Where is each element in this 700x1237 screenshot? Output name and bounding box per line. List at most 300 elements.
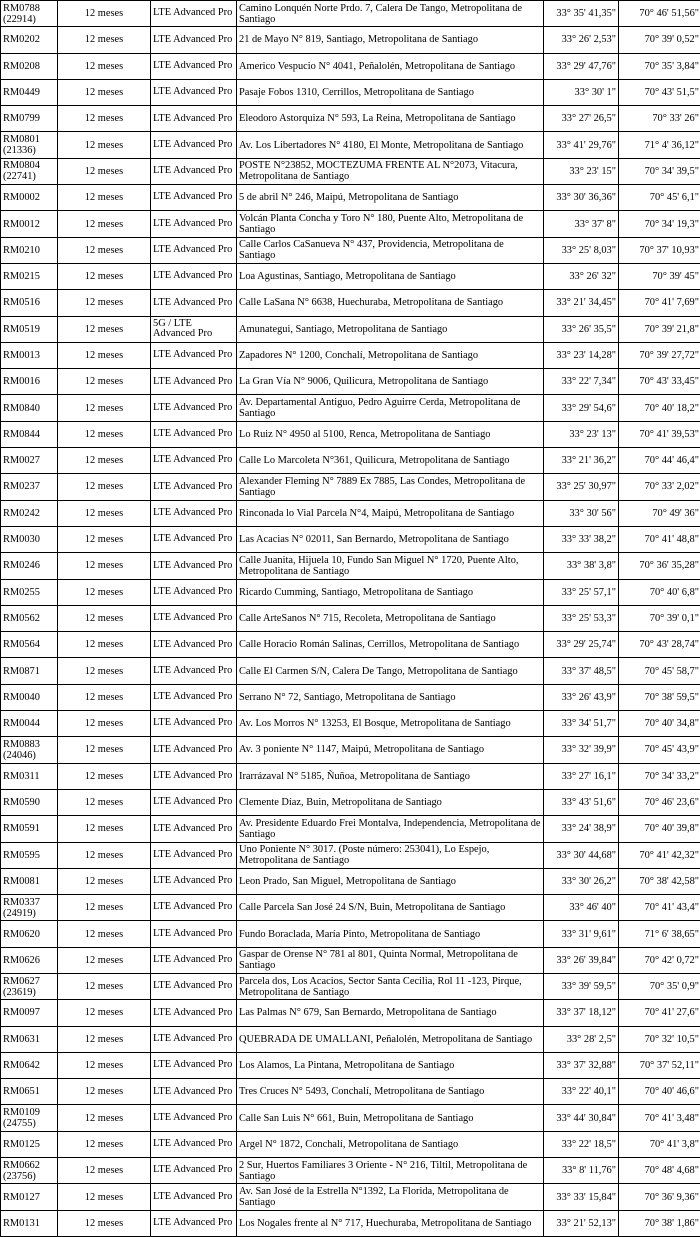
technology-cell: LTE Advanced Pro: [151, 1, 237, 27]
term-cell: 12 meses: [58, 1079, 151, 1105]
technology-cell: LTE Advanced Pro: [151, 395, 237, 421]
term-cell: 12 meses: [58, 316, 151, 342]
table-row: [1, 789, 700, 815]
address-cell: Tres Cruces N° 5493, Conchalí, Metropolitana de Santiago: [237, 1079, 544, 1105]
table-row: [1, 1158, 700, 1184]
table-row: [1, 132, 700, 158]
site-id-cell: RM0662 (23756): [1, 1158, 58, 1184]
term-cell: 12 meses: [58, 605, 151, 631]
latitude-cell: 33° 43' 51,6": [544, 789, 619, 815]
longitude-cell: 70° 41' 48,8": [619, 526, 700, 552]
term-cell: 12 meses: [58, 158, 151, 184]
term-cell: 12 meses: [58, 1026, 151, 1052]
site-id-cell: RM0590: [1, 789, 58, 815]
latitude-cell: 33° 23' 15": [544, 158, 619, 184]
technology-cell: LTE Advanced Pro: [151, 290, 237, 316]
table-row: [1, 553, 700, 579]
latitude-cell: 33° 30' 1": [544, 79, 619, 105]
latitude-cell: 33° 37' 18,12": [544, 1000, 619, 1026]
technology-cell: LTE Advanced Pro: [151, 1210, 237, 1236]
table-row: [1, 79, 700, 105]
address-cell: Calle ArteSanos N° 715, Recoleta, Metropolitana de Santiago: [237, 605, 544, 631]
technology-cell: LTE Advanced Pro: [151, 816, 237, 842]
term-cell: 12 meses: [58, 448, 151, 474]
technology-cell: LTE Advanced Pro: [151, 947, 237, 973]
latitude-cell: 33° 23' 13": [544, 421, 619, 447]
table-row: [1, 263, 700, 289]
site-id-cell: RM0804 (22741): [1, 158, 58, 184]
address-cell: Los Nogales frente al N° 717, Huechuraba, Metropolitana de Santiago: [237, 1210, 544, 1236]
longitude-cell: 70° 43' 33,45": [619, 369, 700, 395]
longitude-cell: 71° 6' 38,65": [619, 921, 700, 947]
latitude-cell: 33° 33' 38,2": [544, 526, 619, 552]
site-id-cell: RM0799: [1, 106, 58, 132]
technology-cell: LTE Advanced Pro: [151, 448, 237, 474]
term-cell: 12 meses: [58, 711, 151, 737]
longitude-cell: 70° 40' 46,6": [619, 1079, 700, 1105]
technology-cell: LTE Advanced Pro: [151, 237, 237, 263]
address-cell: 2 Sur, Huertos Familiares 3 Oriente - N° 216, Tiltil, Metropolitana de Santiago: [237, 1158, 544, 1184]
longitude-cell: 70° 32' 10,5": [619, 1026, 700, 1052]
term-cell: 12 meses: [58, 53, 151, 79]
longitude-cell: 70° 41' 3,48": [619, 1105, 700, 1131]
site-id-cell: RM0081: [1, 868, 58, 894]
longitude-cell: 70° 38' 42,58": [619, 868, 700, 894]
latitude-cell: 33° 23' 14,28": [544, 342, 619, 368]
address-cell: Gaspar de Orense N° 781 al 801, Quinta Normal, Metropolitana de Santiago: [237, 947, 544, 973]
latitude-cell: 33° 25' 8,03": [544, 237, 619, 263]
table-row: [1, 290, 700, 316]
longitude-cell: 70° 41' 3,8": [619, 1131, 700, 1157]
longitude-cell: 70° 40' 34,8": [619, 711, 700, 737]
address-cell: Av. Departamental Antiguo, Pedro Aguirre Cerda, Metropolitana de Santiago: [237, 395, 544, 421]
table-row: [1, 1000, 700, 1026]
longitude-cell: 70° 35' 0,9": [619, 973, 700, 999]
table-row: [1, 526, 700, 552]
site-id-cell: RM0002: [1, 185, 58, 211]
table-row: [1, 711, 700, 737]
table-row: [1, 1184, 700, 1210]
site-id-cell: RM0016: [1, 369, 58, 395]
longitude-cell: 71° 4' 36,12": [619, 132, 700, 158]
site-id-cell: RM0591: [1, 816, 58, 842]
latitude-cell: 33° 28' 2,5": [544, 1026, 619, 1052]
site-id-cell: RM0237: [1, 474, 58, 500]
site-id-cell: RM0564: [1, 632, 58, 658]
term-cell: 12 meses: [58, 1184, 151, 1210]
technology-cell: LTE Advanced Pro: [151, 921, 237, 947]
site-id-cell: RM0044: [1, 711, 58, 737]
technology-cell: LTE Advanced Pro: [151, 1026, 237, 1052]
longitude-cell: 70° 37' 52,11": [619, 1052, 700, 1078]
latitude-cell: 33° 26' 35,5": [544, 316, 619, 342]
latitude-cell: 33° 39' 59,5": [544, 973, 619, 999]
table-row: [1, 53, 700, 79]
site-id-cell: RM0840: [1, 395, 58, 421]
longitude-cell: 70° 33' 2,02": [619, 474, 700, 500]
address-cell: Leon Prado, San Miguel, Metropolitana de Santiago: [237, 868, 544, 894]
term-cell: 12 meses: [58, 1105, 151, 1131]
table-row: [1, 1079, 700, 1105]
site-id-cell: RM0012: [1, 211, 58, 237]
site-id-cell: RM0449: [1, 79, 58, 105]
table-row: [1, 342, 700, 368]
address-cell: Uno Poniente N° 3017. (Poste número: 253041), Lo Espejo, Metropolitana de Santiago: [237, 842, 544, 868]
term-cell: 12 meses: [58, 500, 151, 526]
table-row: [1, 237, 700, 263]
technology-cell: LTE Advanced Pro: [151, 158, 237, 184]
site-id-cell: RM0311: [1, 763, 58, 789]
term-cell: 12 meses: [58, 816, 151, 842]
table-row: [1, 632, 700, 658]
table-row: [1, 395, 700, 421]
longitude-cell: 70° 45' 43,9": [619, 737, 700, 763]
technology-cell: LTE Advanced Pro: [151, 211, 237, 237]
address-cell: Irarrázaval N° 5185, Ñuñoa, Metropolitana de Santiago: [237, 763, 544, 789]
technology-cell: LTE Advanced Pro: [151, 868, 237, 894]
latitude-cell: 33° 41' 29,76": [544, 132, 619, 158]
latitude-cell: 33° 30' 44,68": [544, 842, 619, 868]
latitude-cell: 33° 37' 48,5": [544, 658, 619, 684]
site-id-cell: RM0242: [1, 500, 58, 526]
latitude-cell: 33° 21' 52,13": [544, 1210, 619, 1236]
longitude-cell: 70° 49' 36": [619, 500, 700, 526]
table-row: [1, 921, 700, 947]
table-row: [1, 816, 700, 842]
term-cell: 12 meses: [58, 27, 151, 53]
longitude-cell: 70° 36' 9,36": [619, 1184, 700, 1210]
longitude-cell: 70° 34' 33,2": [619, 763, 700, 789]
latitude-cell: 33° 21' 34,45": [544, 290, 619, 316]
address-cell: Clemente Díaz, Buin, Metropolitana de Santiago: [237, 789, 544, 815]
address-cell: Alexander Fleming N° 7889 Ex 7885, Las Condes, Metropolitana de Santiago: [237, 474, 544, 500]
table-row: [1, 448, 700, 474]
term-cell: 12 meses: [58, 973, 151, 999]
technology-cell: LTE Advanced Pro: [151, 1105, 237, 1131]
site-id-cell: RM0626: [1, 947, 58, 973]
technology-cell: LTE Advanced Pro: [151, 789, 237, 815]
latitude-cell: 33° 25' 30,97": [544, 474, 619, 500]
site-id-cell: RM0208: [1, 53, 58, 79]
site-id-cell: RM0871: [1, 658, 58, 684]
term-cell: 12 meses: [58, 132, 151, 158]
address-cell: Av. Los Morros N° 13253, El Bosque, Metropolitana de Santiago: [237, 711, 544, 737]
latitude-cell: 33° 33' 15,84": [544, 1184, 619, 1210]
table-row: [1, 106, 700, 132]
site-id-cell: RM0125: [1, 1131, 58, 1157]
term-cell: 12 meses: [58, 895, 151, 921]
address-cell: Ricardo Cumming, Santiago, Metropolitana de Santiago: [237, 579, 544, 605]
address-cell: 5 de abril N° 246, Maipú, Metropolitana de Santiago: [237, 185, 544, 211]
term-cell: 12 meses: [58, 1052, 151, 1078]
technology-cell: LTE Advanced Pro: [151, 526, 237, 552]
latitude-cell: 33° 25' 53,3": [544, 605, 619, 631]
address-cell: Los Alamos, La Pintana, Metropolitana de Santiago: [237, 1052, 544, 1078]
latitude-cell: 33° 37' 8": [544, 211, 619, 237]
latitude-cell: 33° 27' 26,5": [544, 106, 619, 132]
term-cell: 12 meses: [58, 474, 151, 500]
site-id-cell: RM0801 (21336): [1, 132, 58, 158]
site-id-cell: RM0040: [1, 684, 58, 710]
address-cell: Av. Presidente Eduardo Frei Montalva, Independencia, Metropolitana de Santiago: [237, 816, 544, 842]
table-row: [1, 737, 700, 763]
technology-cell: LTE Advanced Pro: [151, 79, 237, 105]
address-cell: Calle Parcela San José 24 S/N, Buin, Metropolitana de Santiago: [237, 895, 544, 921]
technology-cell: LTE Advanced Pro: [151, 1131, 237, 1157]
address-cell: Parcela dos, Los Acacios, Sector Santa Cecilia, Rol 11 -123, Pirque, Metropolitana de Santiago: [237, 973, 544, 999]
site-id-cell: RM0516: [1, 290, 58, 316]
term-cell: 12 meses: [58, 553, 151, 579]
term-cell: 12 meses: [58, 421, 151, 447]
address-cell: Las Acacias N° 02011, San Bernardo, Metropolitana de Santiago: [237, 526, 544, 552]
term-cell: 12 meses: [58, 263, 151, 289]
technology-cell: LTE Advanced Pro: [151, 53, 237, 79]
longitude-cell: 70° 38' 59,5": [619, 684, 700, 710]
longitude-cell: 70° 43' 28,74": [619, 632, 700, 658]
latitude-cell: 33° 8' 11,76": [544, 1158, 619, 1184]
site-id-cell: RM0883 (24046): [1, 737, 58, 763]
technology-cell: LTE Advanced Pro: [151, 763, 237, 789]
technology-cell: LTE Advanced Pro: [151, 500, 237, 526]
term-cell: 12 meses: [58, 526, 151, 552]
site-id-cell: RM0202: [1, 27, 58, 53]
technology-cell: LTE Advanced Pro: [151, 632, 237, 658]
longitude-cell: 70° 41' 43,4": [619, 895, 700, 921]
longitude-cell: 70° 38' 1,86": [619, 1210, 700, 1236]
table-row: [1, 474, 700, 500]
site-id-cell: RM0595: [1, 842, 58, 868]
technology-cell: LTE Advanced Pro: [151, 553, 237, 579]
site-id-cell: RM0246: [1, 553, 58, 579]
table-row: [1, 579, 700, 605]
term-cell: 12 meses: [58, 921, 151, 947]
term-cell: 12 meses: [58, 947, 151, 973]
longitude-cell: 70° 41' 42,32": [619, 842, 700, 868]
table-row: [1, 369, 700, 395]
latitude-cell: 33° 30' 36,36": [544, 185, 619, 211]
latitude-cell: 33° 26' 2,53": [544, 27, 619, 53]
address-cell: Calle LaSana N° 6638, Huechuraba, Metropolitana de Santiago: [237, 290, 544, 316]
address-cell: 21 de Mayo N° 819, Santiago, Metropolitana de Santiago: [237, 27, 544, 53]
technology-cell: LTE Advanced Pro: [151, 711, 237, 737]
technology-cell: LTE Advanced Pro: [151, 842, 237, 868]
technology-cell: LTE Advanced Pro: [151, 684, 237, 710]
site-id-cell: RM0651: [1, 1079, 58, 1105]
address-cell: Volcán Planta Concha y Toro N° 180, Puente Alto, Metropolitana de Santiago: [237, 211, 544, 237]
term-cell: 12 meses: [58, 632, 151, 658]
latitude-cell: 33° 21' 36,2": [544, 448, 619, 474]
table-row: [1, 895, 700, 921]
address-cell: Amunategui, Santiago, Metropolitana de Santiago: [237, 316, 544, 342]
site-id-cell: RM0131: [1, 1210, 58, 1236]
longitude-cell: 70° 46' 51,56": [619, 1, 700, 27]
address-cell: Las Palmas N° 679, San Bernardo, Metropolitana de Santiago: [237, 1000, 544, 1026]
longitude-cell: 70° 41' 27,6": [619, 1000, 700, 1026]
term-cell: 12 meses: [58, 684, 151, 710]
table-row: [1, 1105, 700, 1131]
address-cell: Calle Lo Marcoleta N°361, Quilicura, Metropolitana de Santiago: [237, 448, 544, 474]
latitude-cell: 33° 29' 25,74": [544, 632, 619, 658]
table-row: [1, 158, 700, 184]
longitude-cell: 70° 40' 18,2": [619, 395, 700, 421]
longitude-cell: 70° 39' 27,72": [619, 342, 700, 368]
table-row: [1, 185, 700, 211]
longitude-cell: 70° 37' 10,93": [619, 237, 700, 263]
technology-cell: LTE Advanced Pro: [151, 579, 237, 605]
address-cell: Argel N° 1872, Conchalí, Metropolitana de Santiago: [237, 1131, 544, 1157]
latitude-cell: 33° 29' 54,6": [544, 395, 619, 421]
site-id-cell: RM0027: [1, 448, 58, 474]
term-cell: 12 meses: [58, 789, 151, 815]
site-id-cell: RM0013: [1, 342, 58, 368]
technology-cell: LTE Advanced Pro: [151, 658, 237, 684]
technology-cell: LTE Advanced Pro: [151, 369, 237, 395]
technology-cell: LTE Advanced Pro: [151, 132, 237, 158]
site-id-cell: RM0844: [1, 421, 58, 447]
table-row: [1, 316, 700, 342]
longitude-cell: 70° 36' 35,28": [619, 553, 700, 579]
latitude-cell: 33° 24' 38,9": [544, 816, 619, 842]
term-cell: 12 meses: [58, 369, 151, 395]
address-cell: Calle Carlos CaSanueva N° 437, Providencia, Metropolitana de Santiago: [237, 237, 544, 263]
technology-cell: LTE Advanced Pro: [151, 1052, 237, 1078]
table-row: [1, 684, 700, 710]
latitude-cell: 33° 26' 43,9": [544, 684, 619, 710]
longitude-cell: 70° 45' 58,7": [619, 658, 700, 684]
address-cell: Av. San José de la Estrella N°1392, La Florida, Metropolitana de Santiago: [237, 1184, 544, 1210]
table-row: [1, 1052, 700, 1078]
site-id-cell: RM0642: [1, 1052, 58, 1078]
term-cell: 12 meses: [58, 1, 151, 27]
address-cell: Americo Vespucio N° 4041, Peñalolén, Metropolitana de Santiago: [237, 53, 544, 79]
technology-cell: 5G / LTE Advanced Pro: [151, 316, 237, 342]
technology-cell: LTE Advanced Pro: [151, 1000, 237, 1026]
longitude-cell: 70° 34' 39,5": [619, 158, 700, 184]
term-cell: 12 meses: [58, 79, 151, 105]
site-id-cell: RM0631: [1, 1026, 58, 1052]
longitude-cell: 70° 39' 21,8": [619, 316, 700, 342]
technology-cell: LTE Advanced Pro: [151, 421, 237, 447]
term-cell: 12 meses: [58, 290, 151, 316]
longitude-cell: 70° 39' 0,1": [619, 605, 700, 631]
term-cell: 12 meses: [58, 737, 151, 763]
longitude-cell: 70° 40' 6,8": [619, 579, 700, 605]
address-cell: POSTE N°23852, MOCTEZUMA FRENTE AL N°2073, Vitacura, Metropolitana de Santiago: [237, 158, 544, 184]
address-cell: Rinconada lo Vial Parcela N°4, Maipú, Metropolitana de Santiago: [237, 500, 544, 526]
longitude-cell: 70° 41' 39,53": [619, 421, 700, 447]
site-id-cell: RM0337 (24919): [1, 895, 58, 921]
latitude-cell: 33° 44' 30,84": [544, 1105, 619, 1131]
technology-cell: LTE Advanced Pro: [151, 1184, 237, 1210]
technology-cell: LTE Advanced Pro: [151, 895, 237, 921]
address-cell: Lo Ruiz N° 4950 al 5100, Renca, Metropolitana de Santiago: [237, 421, 544, 447]
term-cell: 12 meses: [58, 868, 151, 894]
latitude-cell: 33° 29' 47,76": [544, 53, 619, 79]
latitude-cell: 33° 25' 57,1": [544, 579, 619, 605]
latitude-cell: 33° 34' 51,7": [544, 711, 619, 737]
latitude-cell: 33° 30' 56": [544, 500, 619, 526]
latitude-cell: 33° 22' 7,34": [544, 369, 619, 395]
term-cell: 12 meses: [58, 185, 151, 211]
table-row: [1, 763, 700, 789]
term-cell: 12 meses: [58, 658, 151, 684]
address-cell: Loa Agustinas, Santiago, Metropolitana de Santiago: [237, 263, 544, 289]
address-cell: Av. Los Libertadores N° 4180, El Monte, Metropolitana de Santiago: [237, 132, 544, 158]
technology-cell: LTE Advanced Pro: [151, 1079, 237, 1105]
address-cell: Calle El Carmen S/N, Calera De Tango, Metropolitana de Santiago: [237, 658, 544, 684]
technology-cell: LTE Advanced Pro: [151, 263, 237, 289]
longitude-cell: 70° 45' 6,1": [619, 185, 700, 211]
latitude-cell: 33° 26' 39,84": [544, 947, 619, 973]
longitude-cell: 70° 39' 45": [619, 263, 700, 289]
address-cell: QUEBRADA DE UMALLANI, Peñalolén, Metropolitana de Santiago: [237, 1026, 544, 1052]
term-cell: 12 meses: [58, 1131, 151, 1157]
address-cell: Calle Horacio Román Salinas, Cerrillos, Metropolitana de Santiago: [237, 632, 544, 658]
term-cell: 12 meses: [58, 237, 151, 263]
longitude-cell: 70° 41' 7,69": [619, 290, 700, 316]
table-row: [1, 1026, 700, 1052]
latitude-cell: 33° 22' 40,1": [544, 1079, 619, 1105]
address-cell: La Gran Vía N° 9006, Quilicura, Metropolitana de Santiago: [237, 369, 544, 395]
table-row: [1, 1131, 700, 1157]
longitude-cell: 70° 43' 51,5": [619, 79, 700, 105]
address-cell: Zapadores N° 1200, Conchalí, Metropolitana de Santiago: [237, 342, 544, 368]
address-cell: Camino Lonquén Norte Prdo. 7, Calera De Tango, Metropolitana de Santiago: [237, 1, 544, 27]
latitude-cell: 33° 27' 16,1": [544, 763, 619, 789]
table-row: [1, 27, 700, 53]
address-cell: Calle San Luis N° 661, Buin, Metropolitana de Santiago: [237, 1105, 544, 1131]
term-cell: 12 meses: [58, 579, 151, 605]
term-cell: 12 meses: [58, 211, 151, 237]
site-id-cell: RM0215: [1, 263, 58, 289]
address-cell: Av. 3 poniente N° 1147, Maipú, Metropolitana de Santiago: [237, 737, 544, 763]
longitude-cell: 70° 42' 0,72": [619, 947, 700, 973]
site-id-cell: RM0519: [1, 316, 58, 342]
latitude-cell: 33° 37' 32,88": [544, 1052, 619, 1078]
technology-cell: LTE Advanced Pro: [151, 605, 237, 631]
latitude-cell: 33° 32' 39,9": [544, 737, 619, 763]
site-id-cell: RM0620: [1, 921, 58, 947]
table-row: [1, 211, 700, 237]
site-id-cell: RM0562: [1, 605, 58, 631]
term-cell: 12 meses: [58, 395, 151, 421]
technology-cell: LTE Advanced Pro: [151, 737, 237, 763]
latitude-cell: 33° 30' 26,2": [544, 868, 619, 894]
technology-cell: LTE Advanced Pro: [151, 474, 237, 500]
longitude-cell: 70° 48' 4,68": [619, 1158, 700, 1184]
table-row: [1, 605, 700, 631]
site-id-cell: RM0127: [1, 1184, 58, 1210]
site-id-cell: RM0255: [1, 579, 58, 605]
table-row: [1, 1210, 700, 1236]
address-cell: Pasaje Fobos 1310, Cerrillos, Metropolitana de Santiago: [237, 79, 544, 105]
longitude-cell: 70° 33' 26": [619, 106, 700, 132]
latitude-cell: 33° 26' 32": [544, 263, 619, 289]
table-row: [1, 973, 700, 999]
term-cell: 12 meses: [58, 106, 151, 132]
site-id-cell: RM0210: [1, 237, 58, 263]
longitude-cell: 70° 44' 46,4": [619, 448, 700, 474]
site-id-cell: RM0627 (23619): [1, 973, 58, 999]
table-row: [1, 658, 700, 684]
term-cell: 12 meses: [58, 1210, 151, 1236]
longitude-cell: 70° 46' 23,6": [619, 789, 700, 815]
technology-cell: LTE Advanced Pro: [151, 106, 237, 132]
address-cell: Calle Juanita, Hijuela 10, Fundo San Miguel N° 1720, Puente Alto, Metropolitana de Santiago: [237, 553, 544, 579]
site-id-cell: RM0097: [1, 1000, 58, 1026]
table-row: [1, 1, 700, 27]
longitude-cell: 70° 40' 39,8": [619, 816, 700, 842]
